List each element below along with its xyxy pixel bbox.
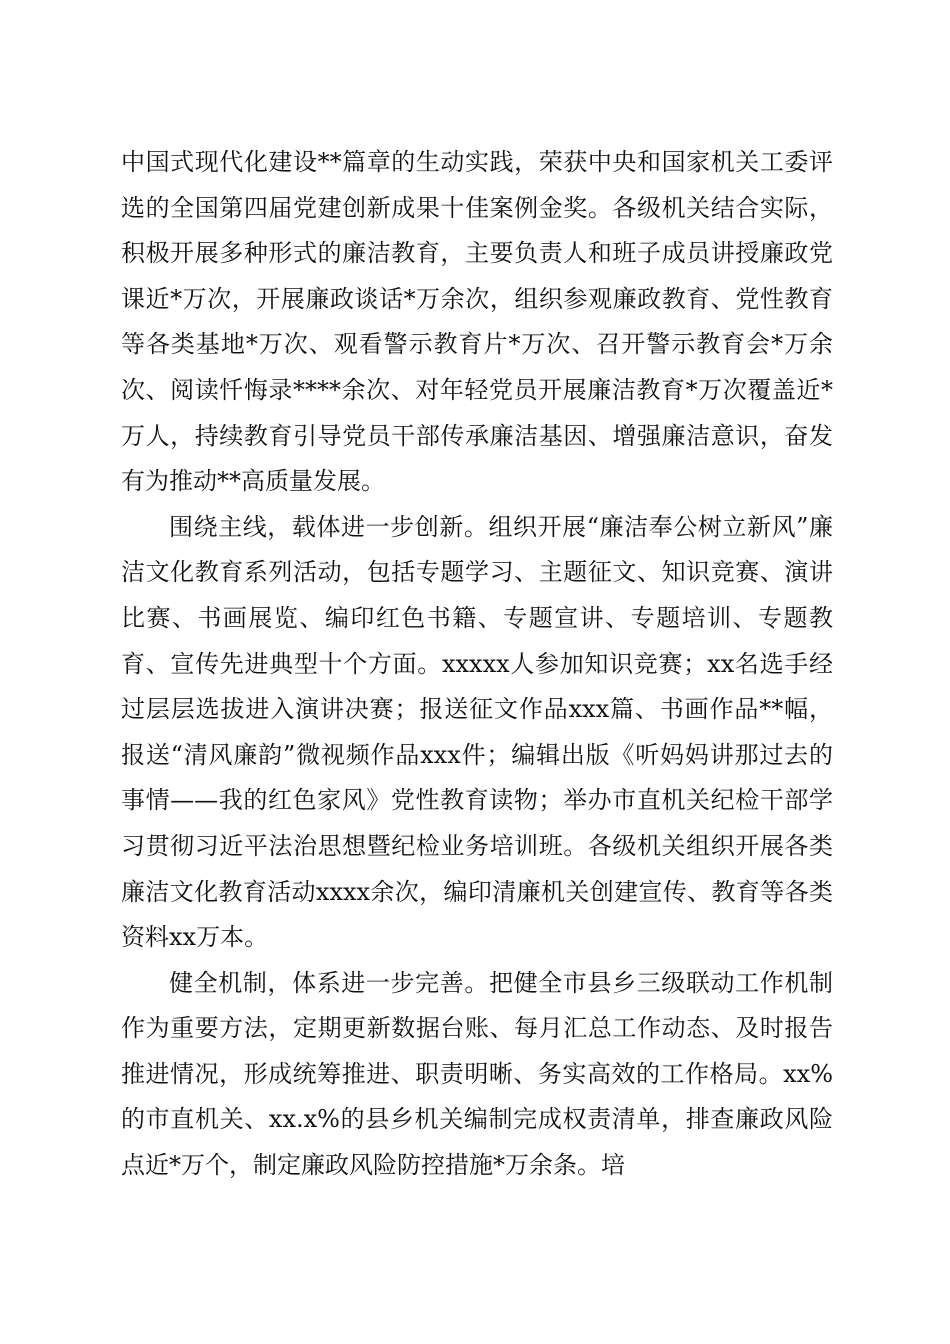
paragraph-3: 健全机制，体系进一步完善。把健全市县乡三级联动工作机制作为重要方法，定期更新数据台账、每月汇总工作动态、及时报告推进情况，形成统筹推进、职责明晰、务实高效的工作格局。xx%的市直机关、xx.x%的县乡机关编制完成权责清单，排查廉政风险点近*万个，制定廉政风险防控措施*万余条。培 — [121, 968, 833, 1180]
paragraph-2: 围绕主线，载体进一步创新。组织开展“廉洁奉公树立新风”廉洁文化教育系列活动，包括专题学习、主题征文、知识竞赛、演讲比赛、书画展览、编印红色书籍、专题宣讲、专题培训、专题教育、宣传先进典型十个方面。xxxxx人参加知识竞赛；xx名选手经过层层选拔进入演讲决赛；报送征文作品xxx篇、书画作品**幅，报送“清风廉韵”微视频作品xxx件；编辑出版《听妈妈讲那过去的事情——我的红色家风》党性教育读物；举办市直机关纪检干部学习贯彻习近平法治思想暨纪检业务培训班。各级机关组织开展各类廉洁文化教育活动xxxx余次，编印清廉机关创建宣传、教育等各类资料xx万本。 — [121, 512, 833, 952]
document-body — [121, 140, 833, 1189]
paragraph-1: 中国式现代化建设**篇章的生动实践，荣获中央和国家机关工委评选的全国第四届党建创新成果十佳案例金奖。各级机关结合实际，积极开展多种形式的廉洁教育，主要负责人和班子成员讲授廉政党课近*万次，开展廉政谈话*万余次，组织参观廉政教育、党性教育等各类基地*万次、观看警示教育片*万次、召开警示教育会*万余次、阅读忏悔录****余次、对年轻党员开展廉洁教育*万次覆盖近*万人，持续教育引导党员干部传承廉洁基因、增强廉洁意识，奋发有为推动**高质量发展。 — [121, 148, 833, 496]
